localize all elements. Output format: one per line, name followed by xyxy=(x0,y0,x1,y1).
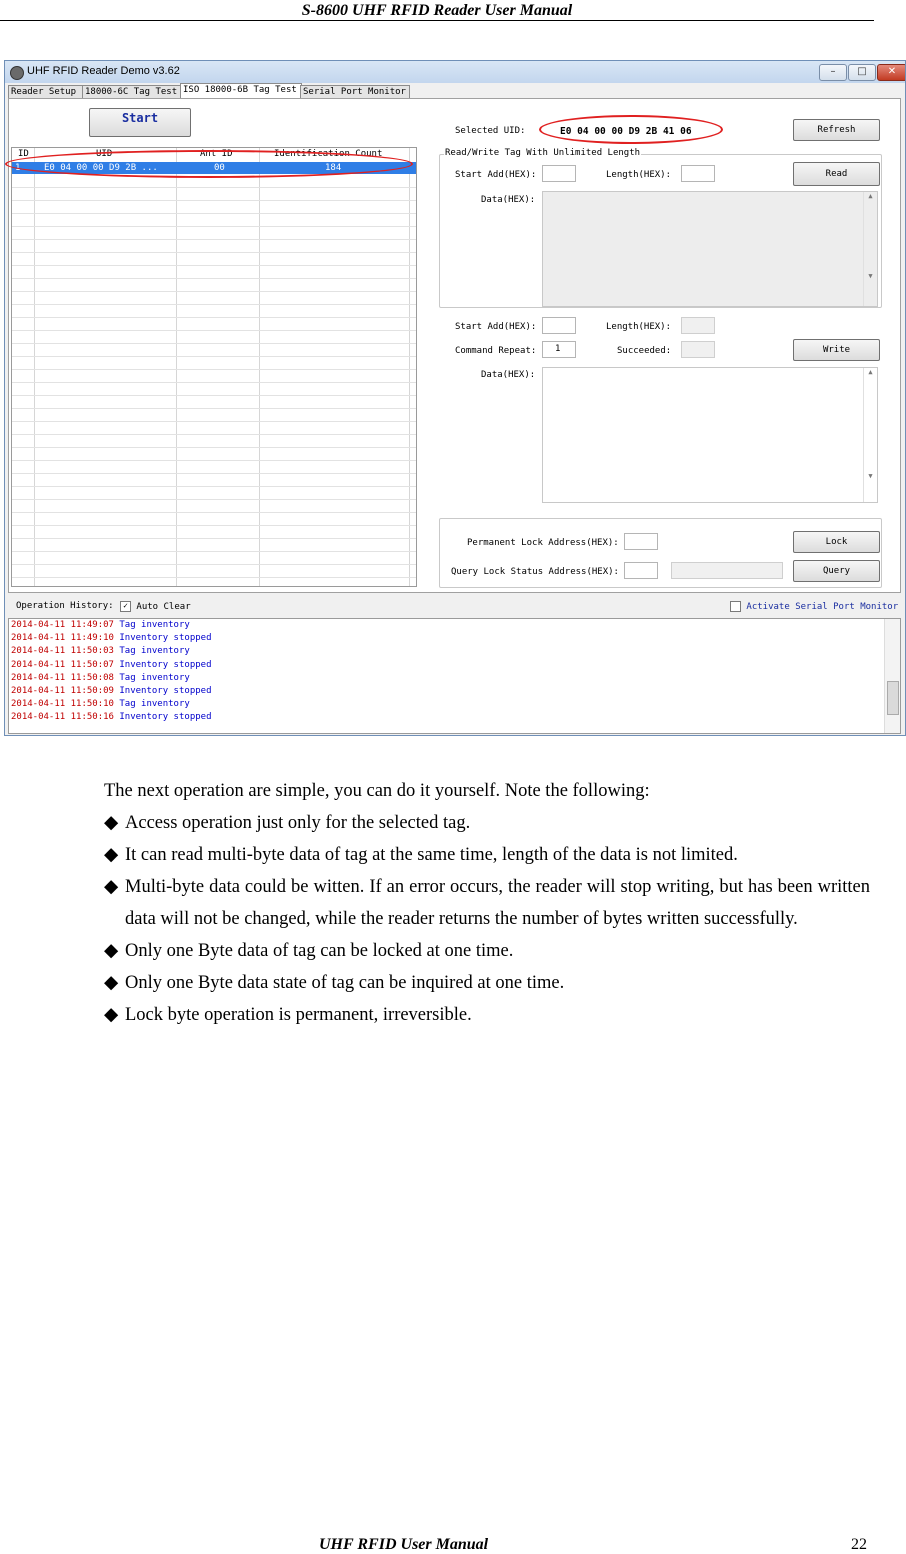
command-repeat-label: Command Repeat: xyxy=(455,346,537,356)
log-line: 2014-04-11 11:49:07 Tag inventory xyxy=(11,620,190,630)
list-item: ◆ Access operation just only for the selected tag. xyxy=(104,807,870,839)
write-start-add-input[interactable] xyxy=(542,317,576,334)
read-data-scrollbar[interactable]: ▲ ▼ xyxy=(863,192,877,306)
check-icon: ✓ xyxy=(120,601,131,612)
selected-uid-value: E0 04 00 00 D9 2B 41 06 xyxy=(560,126,692,137)
tab-18000-6c[interactable]: 18000-6C Tag Test xyxy=(82,85,182,99)
read-length-label: Length(HEX): xyxy=(606,170,672,180)
selected-uid-label: Selected UID: xyxy=(455,126,526,136)
auto-clear-label: Auto Clear xyxy=(136,602,191,612)
start-button[interactable]: Start xyxy=(89,108,191,137)
row-id: 1 xyxy=(15,163,21,173)
history-label: Operation History: xyxy=(16,601,114,611)
row-count: 184 xyxy=(325,163,342,173)
read-length-input[interactable] xyxy=(681,165,715,182)
succeeded-label: Succeeded: xyxy=(617,346,672,356)
log-line: 2014-04-11 11:50:03 Tag inventory xyxy=(11,646,190,657)
query-lock-label: Query Lock Status Address(HEX): xyxy=(451,567,619,577)
tag-grid[interactable] xyxy=(11,147,417,587)
minimize-button[interactable]: – xyxy=(819,64,847,81)
app-icon xyxy=(10,66,24,80)
app-window xyxy=(4,60,906,736)
read-data-label: Data(HEX): xyxy=(481,195,536,205)
write-data-scrollbar[interactable]: ▲ ▼ xyxy=(863,368,877,502)
diamond-bullet-icon: ◆ xyxy=(104,941,119,961)
log-line: 2014-04-11 11:49:10 Inventory stopped xyxy=(11,633,212,644)
footer-title: UHF RFID User Manual xyxy=(319,1536,489,1553)
col-header-ant-id[interactable]: Ant ID xyxy=(200,149,233,159)
history-bar xyxy=(8,598,901,616)
auto-clear-checkbox[interactable] xyxy=(120,601,191,612)
read-start-add-input[interactable] xyxy=(542,165,576,182)
log-scrollbar[interactable] xyxy=(884,619,900,733)
write-data-label: Data(HEX): xyxy=(481,370,536,380)
write-length-label: Length(HEX): xyxy=(606,322,672,332)
perm-lock-label: Permanent Lock Address(HEX): xyxy=(467,538,619,548)
diamond-bullet-icon: ◆ xyxy=(104,1005,119,1025)
list-item: ◆ It can read multi-byte data of tag at the same time, length of the data is not limited. xyxy=(104,839,870,871)
succeeded-value xyxy=(681,341,715,358)
lock-button[interactable]: Lock xyxy=(793,531,880,553)
col-header-id[interactable]: ID xyxy=(18,149,29,159)
rw-group-title: Read/Write Tag With Unlimited Length xyxy=(445,148,641,158)
query-button[interactable]: Query xyxy=(793,560,880,582)
title-bar xyxy=(5,61,905,83)
diamond-bullet-icon: ◆ xyxy=(104,813,119,833)
body-text xyxy=(104,775,870,1031)
log-scroll-thumb[interactable] xyxy=(887,681,899,715)
diamond-bullet-icon: ◆ xyxy=(104,877,119,897)
write-data-area[interactable] xyxy=(542,367,878,503)
log-line: 2014-04-11 11:50:08 Tag inventory xyxy=(11,672,190,683)
close-button[interactable]: ✕ xyxy=(877,64,906,81)
query-lock-input[interactable] xyxy=(624,562,658,579)
refresh-button[interactable]: Refresh xyxy=(793,119,880,141)
row-highlight-oval xyxy=(5,150,413,178)
query-lock-result xyxy=(671,562,783,579)
row-ant: 00 xyxy=(214,163,225,173)
tab-reader-setup[interactable]: Reader Setup xyxy=(8,85,84,99)
intro-paragraph: The next operation are simple, you can do it yourself. Note the following: xyxy=(104,781,650,801)
list-item: ◆ Multi-byte data could be witten. If an error occurs, the reader will stop writing, but has been written data will not be changed, while the reader returns the number of bytes written successfully. xyxy=(104,871,870,935)
header-divider xyxy=(0,20,874,21)
activate-monitor-checkbox[interactable] xyxy=(730,601,898,612)
command-repeat-input[interactable]: 1 xyxy=(542,341,576,358)
list-item: ◆ Only one Byte data state of tag can be inquired at one time. xyxy=(104,967,870,999)
list-item: ◆ Only one Byte data of tag can be locked at one time. xyxy=(104,935,870,967)
row-uid: E0 04 00 00 D9 2B ... xyxy=(44,163,158,173)
tab-18000-6b[interactable]: ISO 18000-6B Tag Test xyxy=(180,83,302,100)
read-data-area[interactable] xyxy=(542,191,878,307)
diamond-bullet-icon: ◆ xyxy=(104,973,119,993)
log-line: 2014-04-11 11:50:10 Tag inventory xyxy=(11,699,190,710)
list-item: ◆ Lock byte operation is permanent, irreversible. xyxy=(104,999,870,1031)
page-number: 22 xyxy=(851,1536,867,1553)
read-button[interactable]: Read xyxy=(793,162,880,186)
log-line: 2014-04-11 11:50:09 Inventory stopped xyxy=(11,686,212,697)
diamond-bullet-icon: ◆ xyxy=(104,845,119,865)
col-header-count[interactable]: Identification Count xyxy=(274,149,383,159)
page-header: S-8600 UHF RFID Reader User Manual xyxy=(301,2,573,19)
history-log[interactable] xyxy=(8,618,901,734)
write-button[interactable]: Write xyxy=(793,339,880,361)
read-start-add-label: Start Add(HEX): xyxy=(455,170,537,180)
write-start-add-label: Start Add(HEX): xyxy=(455,322,537,332)
tab-serial-port-monitor[interactable]: Serial Port Monitor xyxy=(300,85,410,99)
col-header-uid[interactable]: UID xyxy=(96,149,113,159)
activate-monitor-label: Activate Serial Port Monitor xyxy=(746,602,899,612)
log-line: 2014-04-11 11:50:07 Inventory stopped xyxy=(11,659,212,670)
window-title: UHF RFID Reader Demo v3.62 xyxy=(27,65,180,77)
perm-lock-input[interactable] xyxy=(624,533,658,550)
log-line: 2014-04-11 11:50:16 Inventory stopped xyxy=(11,712,212,723)
maximize-button[interactable]: □ xyxy=(848,64,876,81)
write-length-input xyxy=(681,317,715,334)
uid-highlight-oval xyxy=(539,115,723,144)
